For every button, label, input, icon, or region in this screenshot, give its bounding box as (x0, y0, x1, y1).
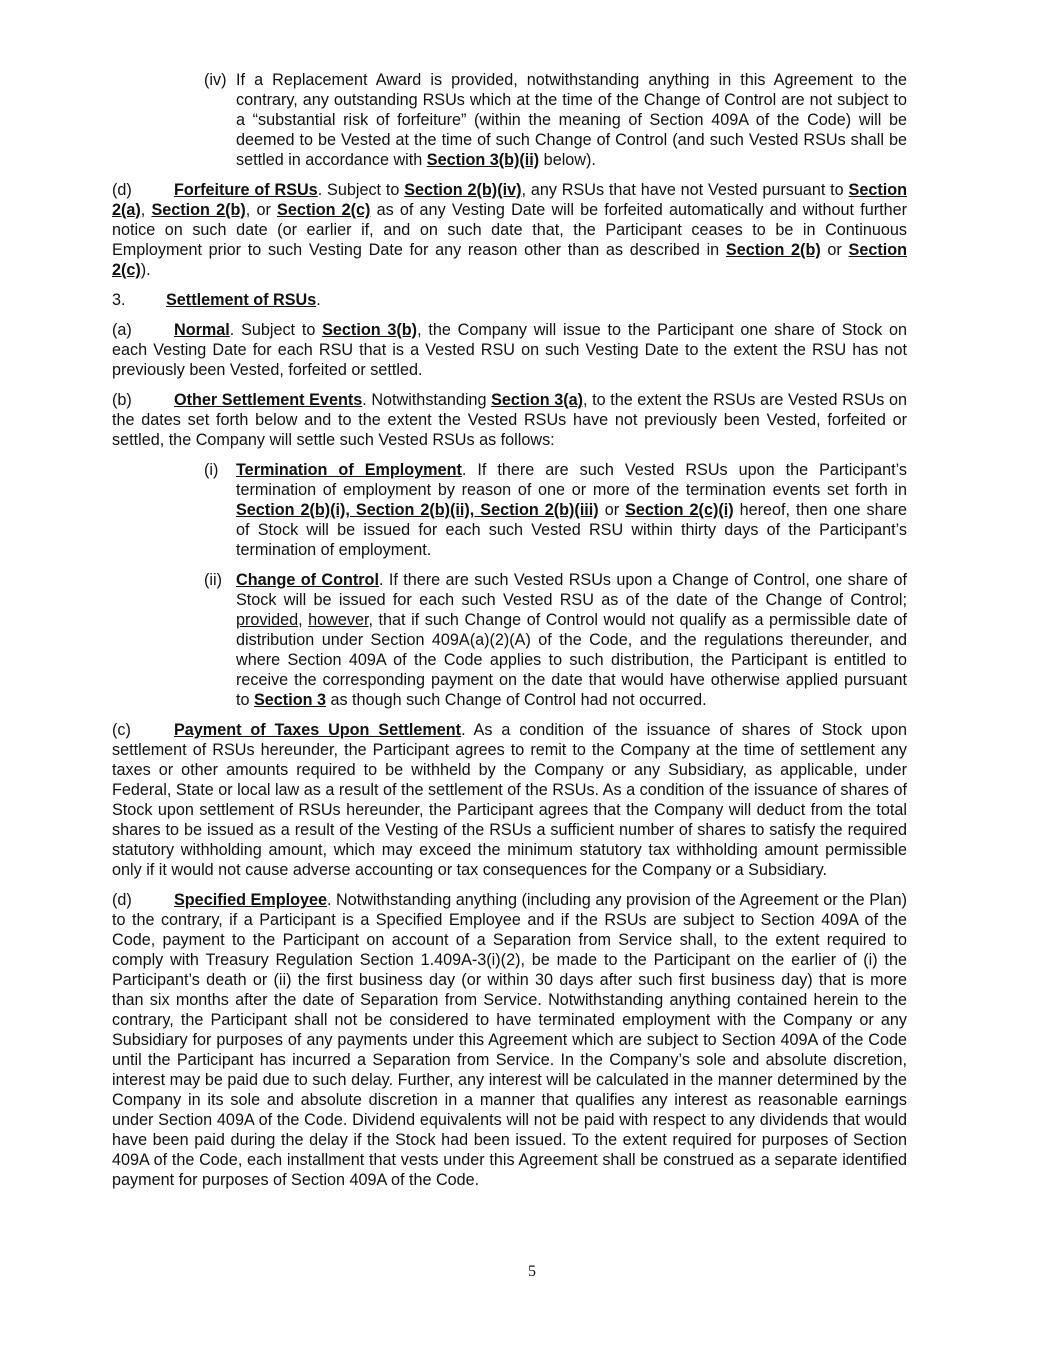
paragraph-text: . Subject to (317, 181, 405, 199)
clause-number: (iv) (204, 71, 227, 89)
paragraph-text: or (820, 241, 849, 259)
paragraph-text: as of any Vesting Date will be forfeited automatically and without further notice on such date (or earlier if, and on such date that, the Participant ceases to be in Continuous Employment prior to such Vesting Date for any reason other than as described in (112, 201, 907, 259)
paragraph-b-other-settlement (112, 390, 907, 450)
document-page (112, 70, 907, 1200)
paragraph-text: . Notwithstanding (362, 391, 492, 409)
clause-i-termination (112, 460, 907, 560)
section-reference: Section 2(b) (151, 201, 246, 219)
underlined-term: however (308, 611, 369, 629)
section-reference: Section 2(a) (112, 181, 907, 219)
paragraph-c-taxes (112, 720, 907, 880)
paragraph-label: (a) (112, 321, 132, 339)
clause-ii-change-of-control (112, 570, 907, 710)
clause-text: below). (539, 151, 596, 169)
clause-text: , that if such Change of Control would not qualify as a permissible date of distribution under Section 409A(a)(2)(A) of the Code, and the regulations thereunder, and where Section 409A of the Code applies to such distribution, the Participant is entitled to receive the corresponding payment on the date that would have otherwise applied pursuant to (236, 611, 907, 709)
section-title: Settlement of RSUs (166, 291, 317, 309)
paragraph-text: . Subject to (229, 321, 323, 339)
section-number: 3. (112, 291, 126, 309)
section-reference: Section 3(a) (491, 391, 583, 409)
paragraph-label: (d) (112, 181, 132, 199)
paragraph-label: (c) (112, 721, 131, 739)
paragraph-text: . Notwithstanding anything (including any provision of the Agreement or the Plan) to the contrary, if a Participant is a Specified Employee and if the RSUs are subject to Section 409A of the Code, payment to the Participant on account of a Separation from Service shall, to the extent required to comply with Treasury Regulation Section 1.409A-3(i)(2), be made to the Participant on the earlier of (i) the Participant’s death or (ii) the first business day (or within 30 days after such first business day) that is more than six months after the date of Separation from Service. Notwithstanding anything contained herein to the contrary, the Participant shall not be considered to have terminated employment with the Company or any Subsidiary for purposes of any payments under this Agreement which are subject to Section 409A of the Code until the Participant has incurred a Separation from Service. In the Company’s sole and absolute discretion, interest may be paid due to such delay. Further, any interest will be calculated in the manner determined by the Company in its sole and absolute discretion in a manner that qualifies any interest as reasonable earnings under Section 409A of the Code. Dividend equivalents will not be paid with respect to any dividends that would have been paid during the delay if the Stock had been issued. To the extent required for purposes of Section 409A of the Code, each installment that vests under this Agreement shall be construed as a separate identified payment for purposes of Section 409A of the Code. (112, 891, 907, 1189)
paragraph-text: , or (245, 201, 278, 219)
section-reference: Section 2(b) (725, 241, 821, 259)
clause-number: (i) (204, 461, 219, 479)
paragraph-label: (b) (112, 391, 132, 409)
paragraph-text: , to the extent the RSUs are Vested RSUs on the dates set forth below and to the extent the Vested RSUs have not previously been Vested, forfeited or settled, the Company will settle such Vested RSUs as follows: (112, 391, 907, 449)
paragraph-text: ). (140, 261, 151, 279)
section-reference: Section 3(b) (322, 321, 418, 339)
section-reference: Section 3 (254, 691, 326, 709)
section-reference: Section 2(b)(iv) (404, 181, 522, 199)
section-3-heading (112, 290, 907, 310)
clause-iv-replacement-award (112, 70, 907, 170)
paragraph-heading: Other Settlement Events (174, 391, 363, 409)
clause-text: , (298, 611, 309, 629)
paragraph-d-specified-employee (112, 890, 907, 1190)
clause-text: . If there are such Vested RSUs upon the Participant’s termination of employment by reason of one or more of the termination events set forth in (236, 461, 907, 499)
section-reference: Section 2(c) (112, 241, 907, 279)
clause-text: or (598, 501, 626, 519)
underlined-term: provided (236, 611, 299, 629)
paragraph-d-forfeiture (112, 180, 907, 280)
clause-text: as though such Change of Control had not occurred. (325, 691, 707, 709)
clause-heading: Termination of Employment (236, 461, 462, 479)
clause-text: If a Replacement Award is provided, notwithstanding anything in this Agreement to the contrary, any outstanding RSUs which at the time of the Change of Control are not subject to a “substantial risk of forfeiture” (within the meaning of Section 409A of the Code) will be deemed to be Vested at the time of such Change of Control (and such Vested RSUs shall be settled in accordance with (236, 71, 907, 169)
paragraph-heading: Forfeiture of RSUs (174, 181, 318, 199)
paragraph-text: , any RSUs that have not Vested pursuant to (521, 181, 849, 199)
paragraph-heading: Payment of Taxes Upon Settlement (174, 721, 462, 739)
section-reference: Section 2(c)(i) (625, 501, 734, 519)
paragraph-a-normal (112, 320, 907, 380)
clause-text: hereof, then one share of Stock will be issued for each such Vested RSU within thirty days of the Participant’s termination of employment. (236, 501, 907, 559)
page-number: 5 (528, 1263, 536, 1280)
clause-number: (ii) (204, 571, 222, 589)
paragraph-heading: Normal (174, 321, 230, 339)
section-reference: Section 2(c) (277, 201, 371, 219)
paragraph-text: . As a condition of the issuance of shares of Stock upon settlement of RSUs hereunder, the Participant agrees to remit to the Company at the time of settlement any taxes or other amounts required to be withheld by the Company or any Subsidiary, as applicable, under Federal, State or local law as a result of the settlement of the RSUs. As a condition of the issuance of shares of Stock upon settlement of RSUs hereunder, the Participant agrees that the Company will deduct from the total shares to be issued as a result of the Vesting of the RSUs a sufficient number of shares to satisfy the required statutory withholding amount, which may exceed the minimum statutory tax withholding amount permissible only if it would not cause adverse accounting or tax consequences for the Company or a Subsidiary. (112, 721, 907, 879)
clause-heading: Change of Control (236, 571, 379, 589)
section-title-punctuation: . (316, 291, 321, 309)
paragraph-heading: Specified Employee (174, 891, 327, 909)
section-reference: Section 2(b)(i), Section 2(b)(ii), Section 2(b)(iii) (236, 501, 599, 519)
paragraph-label: (d) (112, 891, 132, 909)
section-reference: Section 3(b)(ii) (426, 151, 540, 169)
clause-text: . If there are such Vested RSUs upon a Change of Control, one share of Stock will be issued for each such Vested RSU as of the date of the Change of Control; (236, 571, 907, 609)
paragraph-text: , (140, 201, 152, 219)
paragraph-text: , the Company will issue to the Participant one share of Stock on each Vesting Date for each RSU that is a Vested RSU on such Vesting Date to the extent the RSU has not previously been Vested, forfeited or settled. (112, 321, 907, 379)
